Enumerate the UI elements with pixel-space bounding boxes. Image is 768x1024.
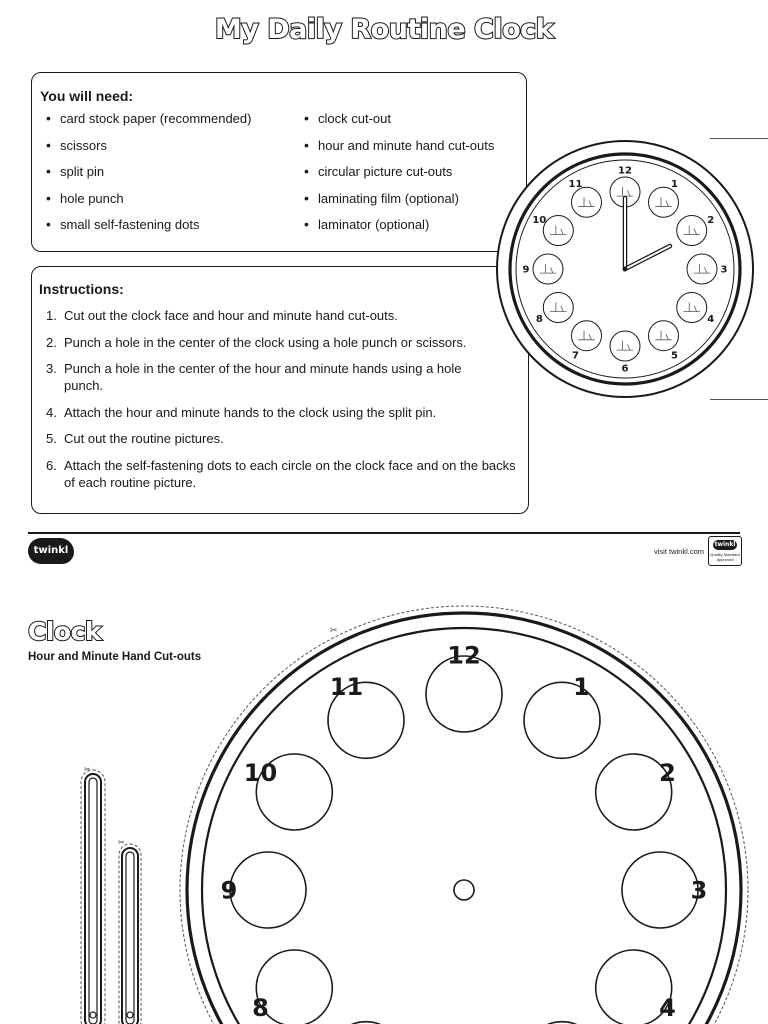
- step-text: Punch a hole in the center of the hour and minute hands using a hole punch.: [64, 361, 462, 393]
- materials-heading: You will need:: [40, 88, 134, 104]
- clock-number: 3: [720, 264, 728, 276]
- list-item: • circular picture cut-outs: [304, 162, 494, 189]
- clock-section-subtitle: Hour and Minute Hand Cut-outs: [28, 651, 202, 663]
- clock-number: 6: [621, 363, 629, 375]
- clock-number: 2: [659, 759, 676, 788]
- list-item: • laminating film (optional): [304, 189, 494, 216]
- hour-hand-cutout: [118, 838, 141, 1024]
- clock-number: 2: [707, 215, 715, 227]
- clock-number: 1: [573, 673, 590, 702]
- list-item: • laminator (optional): [304, 215, 494, 242]
- clock-number: 9: [522, 264, 530, 276]
- page-title: My Daily Routine Clock: [214, 14, 554, 45]
- clock-section-title: Clock: [28, 617, 102, 646]
- step-number: 5.: [46, 431, 57, 446]
- clock-number: 11: [568, 178, 583, 190]
- step-number: 3.: [46, 361, 57, 376]
- clock-number: 10: [532, 215, 547, 227]
- step-text: Cut out the routine pictures.: [64, 431, 224, 446]
- clock-number: 8: [252, 994, 269, 1023]
- step-number: 1.: [46, 308, 57, 323]
- list-item: • scissors: [46, 136, 251, 163]
- clock-number: 7: [572, 350, 579, 362]
- list-item: • hole punch: [46, 189, 251, 216]
- twinkl-logo: twinkl: [28, 538, 74, 564]
- list-item: • split pin: [46, 162, 251, 189]
- clock-number: 9: [220, 876, 238, 905]
- list-item: • hour and minute hand cut-outs: [304, 136, 494, 163]
- step-number: 6.: [46, 457, 57, 473]
- clock-number: 3: [690, 876, 708, 905]
- list-item: • card stock paper (recommended): [46, 109, 251, 136]
- step-text: Attach the hour and minute hands to the clock using the split pin.: [64, 404, 437, 420]
- clock-number: 12: [447, 641, 481, 670]
- clock-number: 1: [671, 178, 678, 190]
- clock-number: 4: [659, 994, 676, 1023]
- clock-number: 4: [707, 314, 715, 326]
- list-item: • small self-fastening dots: [46, 215, 251, 242]
- instructions-heading: Instructions:: [39, 281, 124, 297]
- step-number: 4.: [46, 404, 57, 420]
- visit-link-text: visit twinkl.com: [653, 547, 704, 556]
- step-number: 2.: [46, 334, 57, 350]
- clock-number: 10: [243, 759, 278, 788]
- step-text: Attach the self-fastening dots to each circle on the clock face and on the backs of each routine picture.: [64, 457, 516, 490]
- badge-logo: twinkl: [714, 541, 736, 548]
- step-text: Cut out the clock face and hour and minute hand cut-outs.: [64, 308, 398, 323]
- list-item: • clock cut-out: [304, 109, 494, 136]
- scissors-icon: ✂: [118, 838, 125, 847]
- clock-number: 5: [671, 350, 678, 362]
- clock-number: 12: [618, 165, 632, 177]
- badge-text: Quality Standard Approved: [710, 552, 740, 562]
- scissors-icon: ✂: [330, 626, 338, 636]
- minute-hand-cutout: [81, 765, 105, 1024]
- step-text: Punch a hole in the center of the clock using a hole punch or scissors.: [64, 334, 467, 350]
- clock-number: 8: [535, 314, 543, 326]
- scissors-icon: ✂: [84, 765, 91, 774]
- clock-number: 11: [329, 673, 364, 702]
